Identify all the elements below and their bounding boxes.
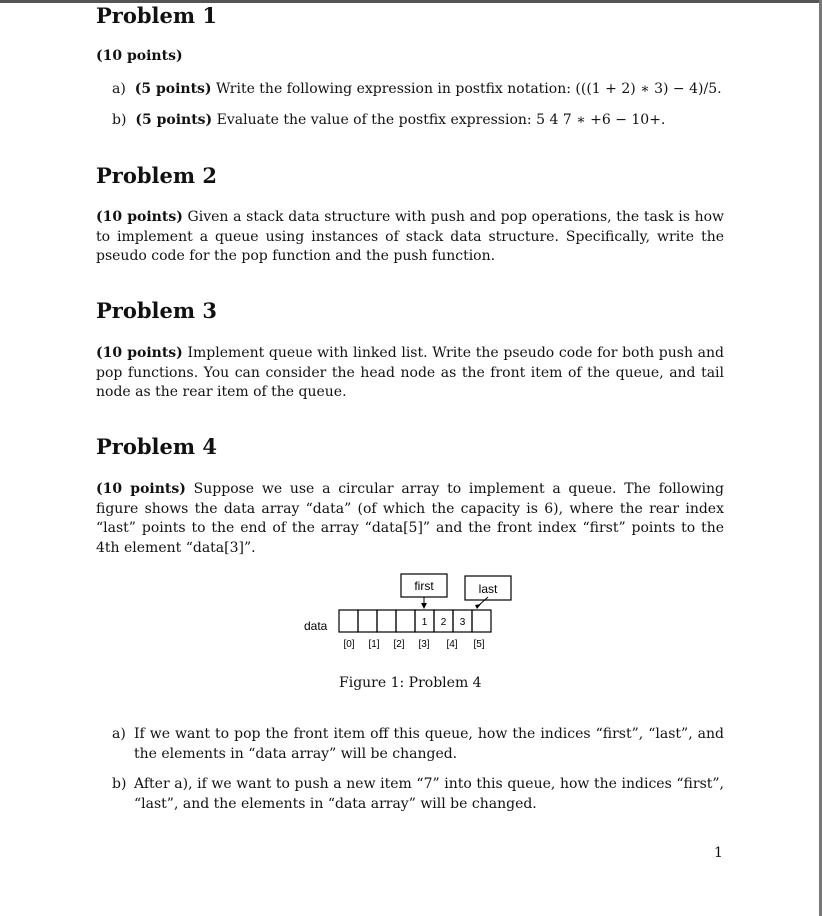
problem4-text: (10 points) Suppose we use a circular array to implement a queue. The following figure shows the data array “data” (of which the capacity is 6), where the rear index “last” points to the end of the array “data[5]” and the front index “first” points to the 4th element “data[3]”. [96,481,725,556]
problem4-part-b-label: b) [112,776,127,792]
index-label-3: [3] [418,639,430,650]
first-label: first [414,579,434,593]
problem1-points: (10 points) [96,48,183,64]
problem4-part-a-text: If we want to pop the front item off this queue, how the indices “first”, “last”, and the elements in “data array” will be changed. [134,726,724,762]
index-label-1: [1] [368,639,380,650]
first-arrowhead [421,603,427,609]
index-label-2: [2] [393,639,405,650]
array-label: data [304,619,328,633]
problem3-text: (10 points) Implement queue with linked list. Write the pseudo code for both push and pop functions. You can consider the head node as the front item of the queue, and tail node as the rear item of the queue. [96,345,724,400]
array-cell-3-blank [396,610,415,632]
index-label-5: [5] [473,639,485,650]
index-label-4: [4] [446,639,458,650]
array-cell-1 [358,610,377,632]
problem4-part-b-text: After a), if we want to push a new item “7” into this queue, how the indices “first”, “last”, and the elements in “data array” will be changed. [134,776,724,812]
problem1-part-a: a) (5 points) Write the following expression in postfix notation: (((1 + 2) ∗ 3) − 4)/5. [112,81,722,97]
index-label-0: [0] [343,639,355,650]
array-cell-2 [377,610,396,632]
last-label: last [478,582,498,596]
problem2-title: Problem 2 [96,163,218,188]
cell-value-4: 2 [440,617,447,628]
problem4-part-a-label: a) [112,726,126,742]
array-cell-6 [472,610,491,632]
cell-value-3: 1 [421,617,428,628]
cell-value-5: 3 [459,617,466,628]
problem1-title: Problem 1 [96,3,218,28]
problem3-title: Problem 3 [96,298,218,323]
problem4-title: Problem 4 [96,434,218,459]
problem2-text: (10 points) Given a stack data structure with push and pop operations, the task is how to implement a queue using instances of stack data structure. Specifically, write the pseudo code for the pop function and the push function. [96,209,725,264]
page-number: 1 [714,845,723,861]
last-arrowhead [475,604,481,609]
problem1-part-b: b) (5 points) Evaluate the value of the postfix expression: 5 4 7 ∗ +6 − 10+. [112,112,666,128]
figure-caption: Figure 1: Problem 4 [339,675,482,691]
array-cell-0 [339,610,358,632]
array-cells [339,610,491,632]
